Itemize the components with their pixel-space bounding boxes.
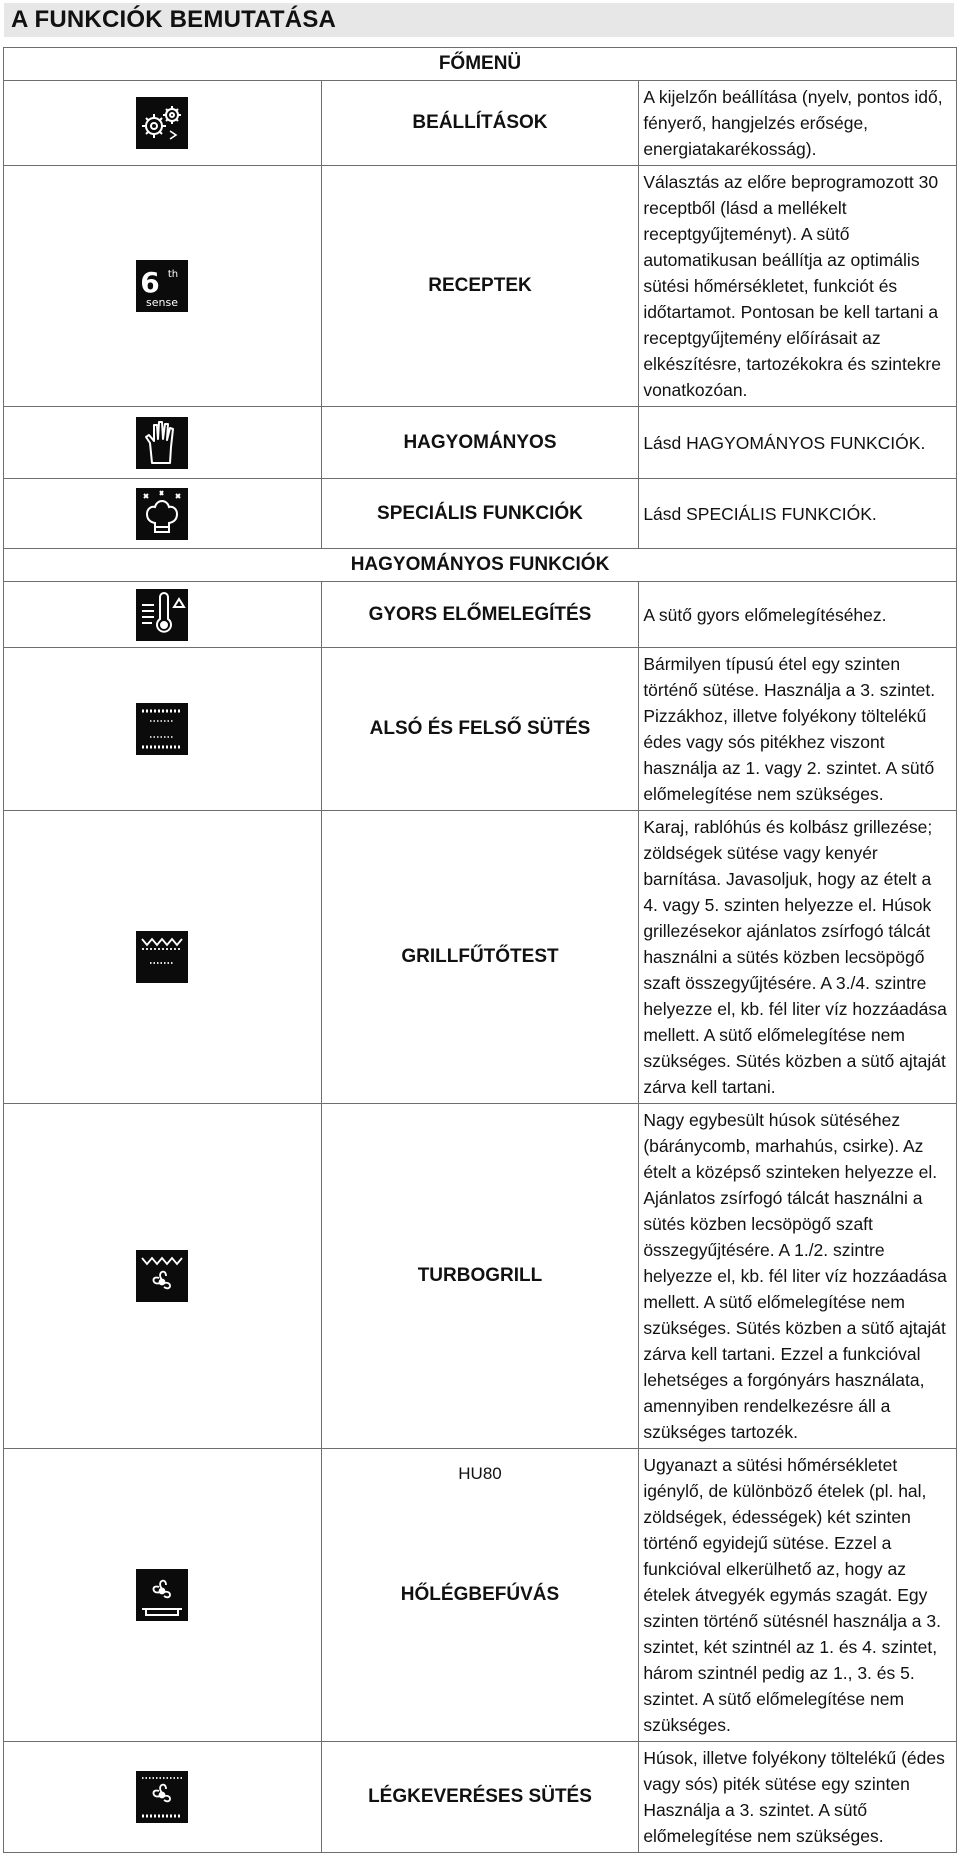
table-row	[4, 1449, 957, 1742]
function-name: LÉGKEVERÉSES SÜTÉS	[321, 1742, 639, 1853]
function-name: ALSÓ ÉS FELSŐ SÜTÉS	[321, 648, 639, 811]
turbogrill-icon	[136, 1250, 188, 1302]
description-paragraph: Bármilyen típusú étel egy szinten történő sütése. Használja a 3. szintet. Pizzákhoz, illetve folyékony töltelékű édes vagy sós pitékhez viszont használja az 1. vagy 2. szintet. A sütő előmelegítése nem szükséges.	[643, 654, 936, 804]
icon-cell	[4, 1104, 322, 1449]
function-description: Lásd HAGYOMÁNYOS FUNKCIÓK.	[639, 407, 957, 479]
convection-icon	[136, 1569, 188, 1621]
function-description	[639, 1104, 957, 1449]
function-description: Lásd SPECIÁLIS FUNKCIÓK.	[639, 479, 957, 549]
fast-preheat-icon	[136, 589, 188, 641]
table-row	[4, 1742, 957, 1853]
function-description	[639, 1449, 957, 1742]
icon-cell	[4, 81, 322, 166]
table-row	[4, 407, 957, 479]
function-description	[639, 811, 957, 1104]
description-paragraph: Húsok, illetve folyékony töltelékű (édes vagy sós) piték sütése egy szinten Használja a 3. szintet. A sütő előmelegítése nem szükséges.	[643, 1748, 945, 1846]
function-name: BEÁLLÍTÁSOK	[321, 81, 639, 166]
description-paragraph: A sütő gyors előmelegítéséhez.	[643, 604, 887, 625]
icon-cell	[4, 1449, 322, 1742]
function-name: GYORS ELŐMELEGÍTÉS	[321, 582, 639, 648]
table-row	[4, 1104, 957, 1449]
icon-cell	[4, 166, 322, 407]
title-bar	[4, 3, 954, 37]
icon-cell	[4, 1742, 322, 1853]
sixth-sense-word: sense	[146, 296, 179, 309]
icon-cell	[4, 648, 322, 811]
table-row	[4, 166, 957, 407]
hand-icon	[136, 417, 188, 469]
main-menu-header-row	[4, 48, 957, 81]
chef-hat-icon	[136, 488, 188, 540]
icon-cell	[4, 811, 322, 1104]
function-name: SPECIÁLIS FUNKCIÓK	[321, 479, 639, 549]
description-paragraph: Nagy egybesült húsok sütéséhez (báránycomb, marhahús, csirke). Az ételt a középső szinteken helyezze el. Ajánlatos zsírfogó tálcát használni a sütés közben lecsöpögő szaft összegyűjtésére. A 1./2. szintre helyezze el, kb. fél liter víz hozzáadása mellett. A sütő előmelegítése nem szükséges. Sütés közben a sütő ajtaját zárva kell tartani. Ezzel a funkcióval lehetséges a forgónyárs használata, amennyiben rendelkezésre áll a szükséges tartozék.	[643, 1110, 947, 1442]
function-table	[3, 47, 957, 1853]
sixth-sense-icon	[136, 260, 188, 312]
gears-icon	[136, 97, 188, 149]
function-name: RECEPTEK	[321, 166, 639, 407]
icon-cell	[4, 479, 322, 549]
main-menu-header: FŐMENÜ	[4, 48, 957, 81]
function-name: TURBOGRILL	[321, 1104, 639, 1449]
sixth-sense-suffix: th	[168, 269, 179, 280]
sixth-sense-digit: 6	[140, 266, 161, 299]
table-row	[4, 648, 957, 811]
function-description	[639, 648, 957, 811]
table-row	[4, 81, 957, 166]
function-name: HŐLÉGBEFÚVÁS	[321, 1449, 639, 1742]
function-description: A kijelzőn beállítása (nyelv, pontos idő, fényerő, hangjelzés erősége, energiatakarékosság).	[639, 81, 957, 166]
function-name: HAGYOMÁNYOS	[321, 407, 639, 479]
top-bottom-heat-icon	[136, 703, 188, 755]
description-paragraph: Ugyanazt a sütési hőmérsékletet igénylő, de különböző ételek (pl. hal, zöldségek, édességek) két szinten történő egyidejű sütése. Ezzel a funkcióval elkerülhető az, hogy az ételek átvegyék egymás szagát. Egy szinten történő sütésnél használja a 3. szintet, két szintnél az 1. és 4. szintet, három szintnél pedig az 1., 3. és 5. szintet. A sütő előmelegítése nem szükséges.	[643, 1455, 942, 1735]
traditional-header-row	[4, 549, 957, 582]
icon-cell	[4, 582, 322, 648]
function-description	[639, 582, 957, 648]
icon-cell	[4, 407, 322, 479]
function-name: GRILLFŰTŐTEST	[321, 811, 639, 1104]
table-row	[4, 811, 957, 1104]
page-title: A FUNKCIÓK BEMUTATÁSA	[11, 6, 337, 33]
fan-assisted-bake-icon	[136, 1771, 188, 1823]
table-row	[4, 582, 957, 648]
grill-icon	[136, 931, 188, 983]
page-number: HU80	[458, 1464, 502, 1483]
function-description: Választás az előre beprogramozott 30 receptből (lásd a mellékelt receptgyűjteményt). A sütő automatikusan beállítja az optimális sütési hőmérsékletet, funkciót és időtartamot. Pontosan be kell tartani a receptgyűjtemény előírásait az elkészítésre, tartozékokra és szintekre vonatkozóan.	[639, 166, 957, 407]
function-description	[639, 1742, 957, 1853]
description-paragraph: Karaj, rablóhús és kolbász grillezése; zöldségek sütése vagy kenyér barnítása. Javasoljuk, hogy az ételt a 4. vagy 5. szinten helyezze el. Húsok grillezésekor ajánlatos zsírfogó tálcát használni a sütés közben lecsöpögő szaft összegyűjtésére. A 3./4. szintre helyezze el, kb. fél liter víz hozzáadása mellett. A sütő előmelegítése nem szükséges. Sütés közben a sütő ajtaját zárva kell tartani.	[643, 817, 947, 1097]
traditional-header: HAGYOMÁNYOS FUNKCIÓK	[4, 549, 957, 582]
table-row	[4, 479, 957, 549]
